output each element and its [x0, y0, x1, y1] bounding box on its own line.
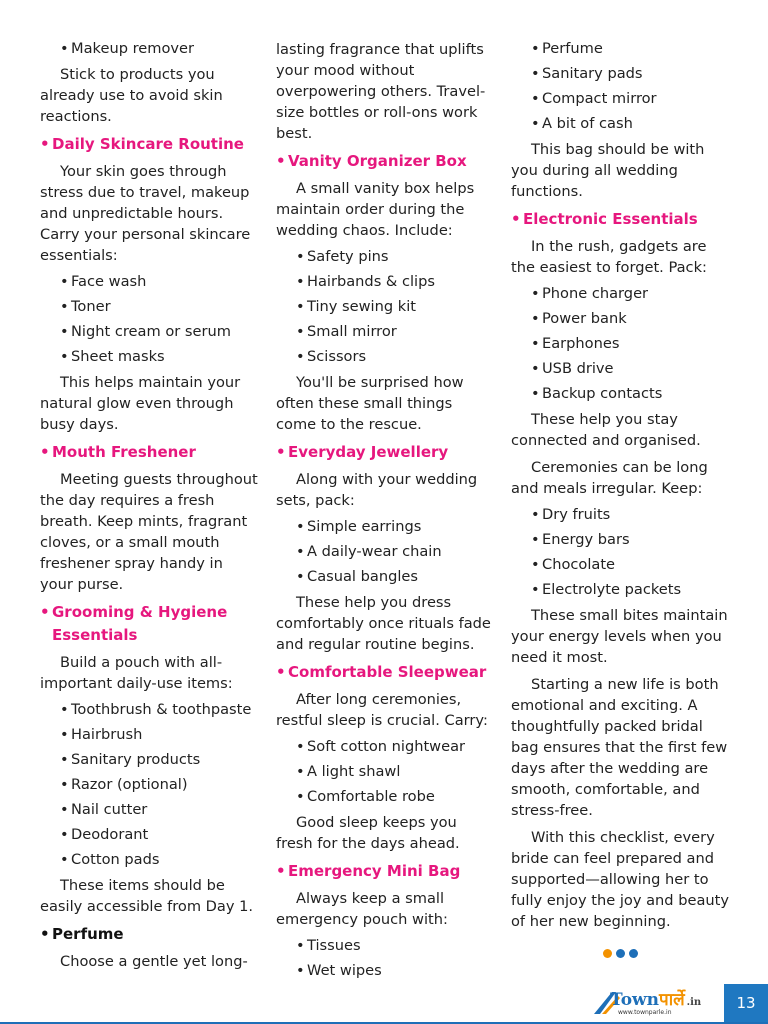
paragraph: Ceremonies can be long and meals irregular. Keep: — [511, 459, 708, 497]
list-item: • Face wash — [60, 272, 258, 291]
list-item: • Tissues — [296, 936, 494, 955]
section-heading: • Vanity Organizer Box — [276, 150, 494, 173]
list-item: • Sheet masks — [60, 347, 258, 366]
bullet-list — [276, 247, 494, 366]
logo-text-tld: .in — [686, 997, 702, 1008]
townparle-logo[interactable] — [592, 986, 730, 1022]
section-heading: • Mouth Freshener — [40, 441, 258, 464]
paragraph: After long ceremonies, restful sleep is crucial. Carry: — [276, 691, 488, 729]
list-item: • Nail cutter — [60, 800, 258, 819]
list-item: • Electrolyte packets — [531, 580, 733, 599]
list-item: • Safety pins — [296, 247, 494, 266]
section-heading: • Emergency Mini Bag — [276, 860, 494, 883]
section-heading: • Everyday Jewellery — [276, 441, 494, 464]
bullet-list — [276, 737, 494, 806]
paragraph: With this checklist, every bride can feel prepared and supported—allowing her to fully enjoy the joy and beauty of her new beginning. — [511, 829, 729, 930]
dot-blue-icon — [629, 949, 638, 958]
list-item: • Earphones — [531, 334, 733, 353]
list-item: • Phone charger — [531, 284, 733, 303]
logo-text-parle: पार्ले — [659, 990, 685, 1010]
bullet-list — [40, 272, 258, 366]
paragraph: Build a pouch with all-important daily-use items: — [40, 654, 233, 692]
section-heading: • Comfortable Sleepwear — [276, 661, 494, 684]
logo-text — [610, 987, 701, 1010]
list-item: • Backup contacts — [531, 384, 733, 403]
list-item: • A light shawl — [296, 762, 494, 781]
list-item: • Night cream or serum — [60, 322, 258, 341]
list-item: • Casual bangles — [296, 567, 494, 586]
list-item: • Wet wipes — [296, 961, 494, 980]
paragraph: This bag should be with you during all wedding functions. — [511, 141, 705, 200]
list-item: • A bit of cash — [531, 114, 733, 133]
list-item: • Makeup remover — [60, 39, 258, 58]
paragraph: These help you stay connected and organised. — [511, 411, 701, 449]
paragraph: Along with your wedding sets, pack: — [276, 471, 478, 509]
list-item: • A daily-wear chain — [296, 542, 494, 561]
list-item: • Razor (optional) — [60, 775, 258, 794]
bullet-list — [276, 517, 494, 586]
paragraph: These small bites maintain your energy levels when you need it most. — [511, 607, 728, 666]
list-item: • Comfortable robe — [296, 787, 494, 806]
list-item: • Toner — [60, 297, 258, 316]
section-heading: • Electronic Essentials — [511, 208, 733, 231]
dot-blue-icon — [616, 949, 625, 958]
page-number: 13 — [724, 984, 768, 1022]
paragraph: Choose a gentle yet long- — [60, 953, 248, 970]
bullet-list — [511, 284, 733, 403]
paragraph: Stick to products you already use to avoid skin reactions. — [40, 66, 223, 125]
bullet-list — [511, 505, 733, 599]
list-item: • Scissors — [296, 347, 494, 366]
paragraph: A small vanity box helps maintain order during the wedding chaos. Include: — [276, 180, 475, 239]
paragraph: These help you dress comfortably once rituals fade and regular routine begins. — [276, 594, 491, 653]
paragraph: Meeting guests throughout the day requires a fresh breath. Keep mints, fragrant cloves, or a small mouth freshener spray handy in your purse. — [40, 471, 258, 593]
list-item: • Hairbands & clips — [296, 272, 494, 291]
paragraph: Starting a new life is both emotional and exciting. A thoughtfully packed bridal bag ensures that the first few days after the wedding are smooth, comfortable, and stress-free. — [511, 676, 728, 819]
paragraph: This helps maintain your natural glow even through busy days. — [40, 374, 241, 433]
section-heading: • Perfume — [40, 923, 258, 946]
logo-url: www.townparle.in — [618, 1009, 672, 1016]
list-item: • USB drive — [531, 359, 733, 378]
bullet-list — [511, 39, 733, 133]
list-item: • Hairbrush — [60, 725, 258, 744]
list-item: • Small mirror — [296, 322, 494, 341]
column-3 — [511, 39, 733, 938]
list-item: • Chocolate — [531, 555, 733, 574]
paragraph: Your skin goes through stress due to travel, makeup and unpredictable hours. Carry your personal skincare essentials: — [40, 163, 251, 264]
bullet-list — [40, 39, 258, 58]
list-item: • Cotton pads — [60, 850, 258, 869]
list-item: • Soft cotton nightwear — [296, 737, 494, 756]
list-item: • Perfume — [531, 39, 733, 58]
column-1 — [40, 39, 258, 978]
list-item: • Simple earrings — [296, 517, 494, 536]
column-2 — [276, 39, 494, 986]
list-item: • Compact mirror — [531, 89, 733, 108]
list-item: • Toothbrush & toothpaste — [60, 700, 258, 719]
list-item: • Sanitary products — [60, 750, 258, 769]
list-item: • Tiny sewing kit — [296, 297, 494, 316]
list-item: • Sanitary pads — [531, 64, 733, 83]
list-item: • Deodorant — [60, 825, 258, 844]
logo-text-town: Town — [610, 990, 660, 1010]
decorative-dots — [603, 949, 638, 958]
paragraph: In the rush, gadgets are the easiest to forget. Pack: — [511, 238, 707, 276]
list-item: • Power bank — [531, 309, 733, 328]
list-item: • Energy bars — [531, 530, 733, 549]
dot-orange-icon — [603, 949, 612, 958]
paragraph: Good sleep keeps you fresh for the days ahead. — [276, 814, 460, 852]
paragraph: You'll be surprised how often these small things come to the rescue. — [276, 374, 464, 433]
section-heading: • Daily Skincare Routine — [40, 133, 258, 156]
list-item: • Dry fruits — [531, 505, 733, 524]
bullet-list — [276, 936, 494, 980]
paragraph: lasting fragrance that uplifts your mood without overpowering others. Travel-size bottles or roll-ons work best. — [276, 41, 486, 142]
section-heading: • Grooming & Hygiene Essentials — [40, 601, 258, 647]
paragraph: Always keep a small emergency pouch with: — [276, 890, 448, 928]
paragraph: These items should be easily accessible from Day 1. — [40, 877, 254, 915]
bullet-list — [40, 700, 258, 869]
